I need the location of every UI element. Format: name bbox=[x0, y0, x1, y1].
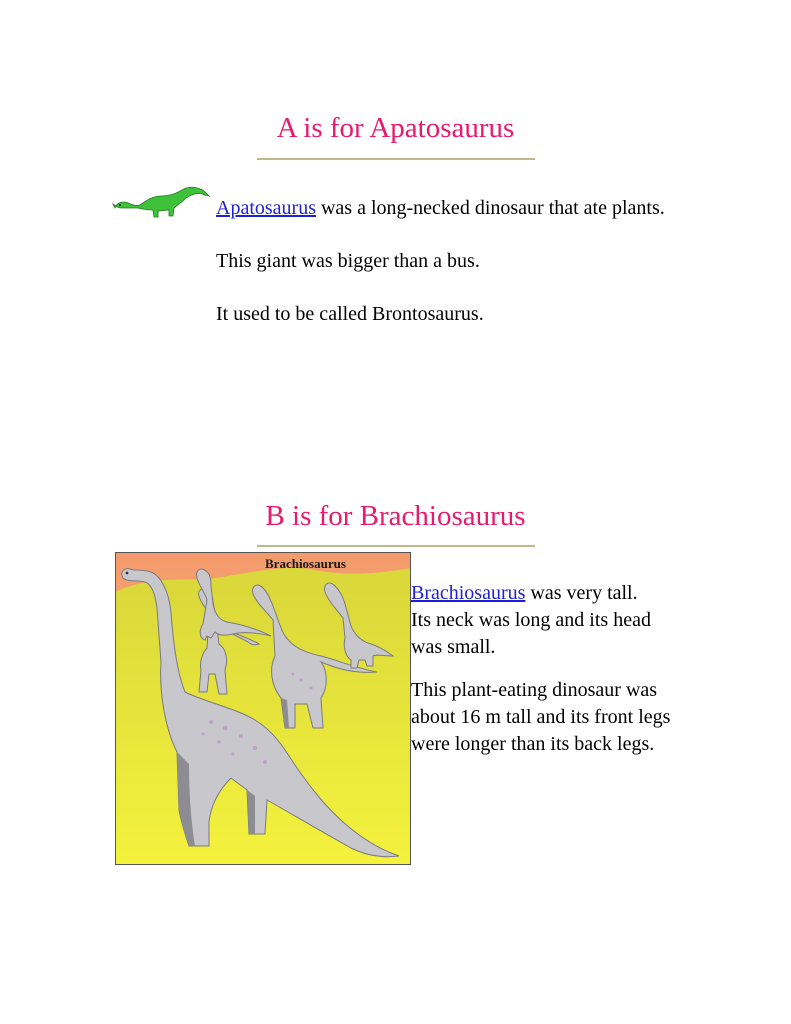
brachiosaurus-link[interactable]: Brachiosaurus bbox=[411, 582, 526, 604]
apatosaurus-para-3: It used to be called Brontosaurus. bbox=[216, 303, 484, 325]
heading-apatosaurus: A is for Apatosaurus bbox=[276, 112, 515, 144]
brachiosaurus-para-1-text: was very tall. bbox=[525, 582, 638, 604]
brachiosaurus-image-label: Brachiosaurus bbox=[265, 556, 346, 571]
apatosaurus-para-1-text: was a long-necked dinosaur that ate plants. bbox=[315, 197, 665, 219]
apatosaurus-para-1 bbox=[216, 195, 686, 222]
apatosaurus-image bbox=[112, 184, 212, 220]
divider-apatosaurus bbox=[257, 158, 535, 160]
apatosaurus-link[interactable]: Apatosaurus bbox=[216, 197, 316, 219]
brachiosaurus-description bbox=[411, 580, 671, 774]
brachiosaurus-para-2: This plant-eating dinosaur was about 16 m tall and its front legs were longer than its back legs. bbox=[411, 679, 671, 755]
apatosaurus-description bbox=[216, 195, 686, 354]
heading-brachiosaurus: B is for Brachiosaurus bbox=[265, 500, 526, 532]
brachiosaurus-image bbox=[115, 552, 411, 865]
brachiosaurus-para-1-line2: Its neck was long and its head was small. bbox=[411, 609, 651, 658]
divider-brachiosaurus bbox=[257, 545, 535, 547]
brachiosaurus-para-1 bbox=[411, 580, 671, 661]
apatosaurus-para-2: This giant was bigger than a bus. bbox=[216, 250, 480, 272]
